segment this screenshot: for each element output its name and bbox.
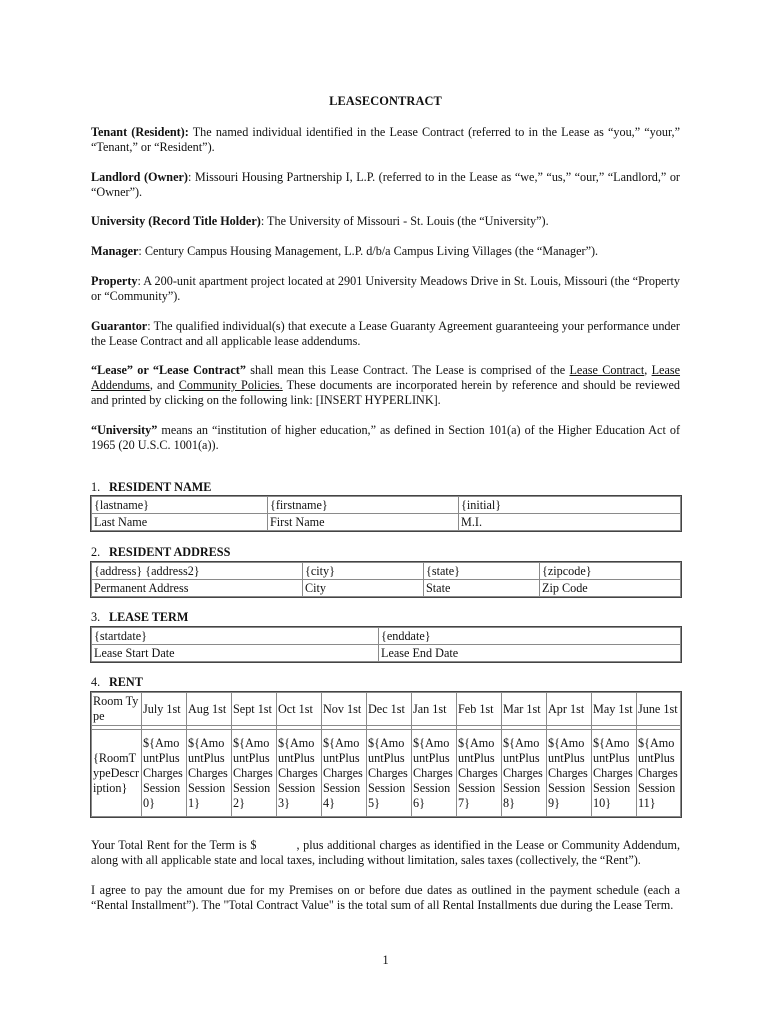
landlord-label: Landlord (Owner) (91, 170, 188, 184)
section-number: 1. (91, 480, 101, 494)
section-rent-heading (91, 675, 143, 690)
rent-schedule-table (91, 692, 681, 817)
zipcode-label: Zip Code (540, 580, 681, 597)
enddate-label: Lease End Date (379, 645, 681, 662)
initial-field[interactable]: {initial} (459, 497, 681, 514)
rent-amount-cell: ${AmountPlusCharges Session7} (457, 730, 502, 817)
startdate-field[interactable]: {startdate} (92, 628, 379, 645)
address-field[interactable]: {address} {address2} (92, 563, 303, 580)
guarantor-definition (91, 319, 680, 349)
rent-header-month: June 1st (637, 693, 681, 726)
manager-definition (91, 244, 680, 259)
section-title: LEASE TERM (109, 610, 189, 624)
resident-address-table (91, 562, 681, 597)
state-field[interactable]: {state} (424, 563, 540, 580)
total-rent-text-1: Your Total Rent for the Term is $ (91, 838, 257, 852)
room-type-description-cell: {RoomTypeDescription} (92, 730, 142, 817)
rent-amount-cell: ${AmountPlusCharges Session11} (637, 730, 681, 817)
section-title: RESIDENT NAME (109, 480, 212, 494)
section-number: 2. (91, 545, 101, 559)
lastname-field[interactable]: {lastname} (92, 497, 268, 514)
property-text: : A 200-unit apartment project located at 2901 University Meadows Drive in St. Louis, Missouri (the “Property or “Community”). (91, 274, 680, 303)
university-term-label: “University” (91, 423, 158, 437)
rent-header-month: Sept 1st (232, 693, 277, 726)
resident-name-table (91, 496, 681, 531)
rent-amount-cell: ${AmountPlusCharges Session1} (187, 730, 232, 817)
state-label: State (424, 580, 540, 597)
lease-text-2: These documents are incorporated herein by reference and should be reviewed and printed by clicking on the following link: [INSERT HYPERLINK]. (91, 378, 681, 407)
rent-amount-cell: ${AmountPlusCharges Session2} (232, 730, 277, 817)
university-text: : The University of Missouri - St. Louis (the “University”). (260, 214, 549, 228)
rent-amount-cell: ${AmountPlusCharges Session5} (367, 730, 412, 817)
landlord-text: : Missouri Housing Partnership I, L.P. (referred to in the Lease as “we,” “us,” “our,” “Landlord,” or “Owner”). (91, 170, 680, 199)
property-definition (91, 274, 680, 304)
lease-term-table (91, 627, 681, 662)
rent-header-month: Mar 1st (502, 693, 547, 726)
rent-header-month: Apr 1st (547, 693, 592, 726)
rent-amount-cell: ${AmountPlusCharges Session6} (412, 730, 457, 817)
payment-agreement-paragraph: I agree to pay the amount due for my Premises on or before due dates as outlined in the payment schedule (each a “Rental Installment”). The "Total Contract Value" is the total sum of all Rental Installments due during the Lease Term. (91, 883, 680, 912)
rent-values-row (92, 730, 681, 817)
city-field[interactable]: {city} (303, 563, 424, 580)
lease-separator-1: , (644, 363, 652, 377)
lease-separator-2: , and (149, 378, 179, 392)
lease-contract-link[interactable]: Lease Contract (569, 363, 645, 377)
zipcode-field[interactable]: {zipcode} (540, 563, 681, 580)
guarantor-text: : The qualified individual(s) that execute a Lease Guaranty Agreement guaranteeing your performance under the Lease Contract and all applicable lease addendums. (91, 319, 680, 348)
tenant-label: Tenant (Resident): (91, 125, 189, 139)
rent-amount-cell: ${AmountPlusCharges Session8} (502, 730, 547, 817)
lastname-label: Last Name (92, 514, 268, 531)
rent-amount-cell: ${AmountPlusCharges Session9} (547, 730, 592, 817)
section-number: 4. (91, 675, 101, 689)
guarantor-label: Guarantor (91, 319, 148, 333)
firstname-label: First Name (268, 514, 459, 531)
lease-label: “Lease” or “Lease Contract” (91, 363, 246, 377)
manager-label: Manager (91, 244, 139, 258)
section-number: 3. (91, 610, 101, 624)
rent-header-month: Oct 1st (277, 693, 322, 726)
section-resident-address-heading (91, 545, 230, 560)
rent-header-month: July 1st (142, 693, 187, 726)
rent-amount-cell: ${AmountPlusCharges Session0} (142, 730, 187, 817)
university-definition (91, 214, 680, 229)
university-term-definition (91, 423, 680, 453)
property-label: Property (91, 274, 138, 288)
tenant-text: The named individual identified in the Lease Contract (referred to in the Lease as “you,” “your,” “Tenant,” or “Resident”). (91, 125, 680, 154)
section-resident-name-heading (91, 480, 211, 495)
city-label: City (303, 580, 424, 597)
section-title: RESIDENT ADDRESS (109, 545, 231, 559)
section-lease-term-heading (91, 610, 188, 625)
landlord-definition (91, 170, 680, 200)
rent-header-row (92, 693, 681, 726)
university-term-text: means an “institution of higher education,” as defined in Section 101(a) of the Higher Education Act of 1965 (20 U.S.C. 1001(a)). (91, 423, 680, 452)
rent-header-month: May 1st (592, 693, 637, 726)
rent-amount-cell: ${AmountPlusCharges Session4} (322, 730, 367, 817)
lease-text-1: shall mean this Lease Contract. The Lease is comprised of the (245, 363, 570, 377)
rent-header-month: Nov 1st (322, 693, 367, 726)
rent-header-month: Jan 1st (412, 693, 457, 726)
university-label: University (Record Title Holder) (91, 214, 261, 228)
manager-text: : Century Campus Housing Management, L.P. d/b/a Campus Living Villages (the “Manager”). (138, 244, 599, 258)
page-number: 1 (382, 953, 389, 967)
rent-header-month: Aug 1st (187, 693, 232, 726)
community-policies-link[interactable]: Community Policies. (178, 378, 283, 392)
lease-addendums-link[interactable]: Lease Addendums (91, 363, 681, 392)
lease-definition (91, 363, 680, 408)
rent-amount-cell: ${AmountPlusCharges Session3} (277, 730, 322, 817)
tenant-definition (91, 125, 680, 155)
startdate-label: Lease Start Date (92, 645, 379, 662)
initial-label: M.I. (459, 514, 681, 531)
rent-header-month: Dec 1st (367, 693, 412, 726)
total-rent-paragraph (91, 838, 680, 868)
document-title: LEASECONTRACT (329, 94, 442, 108)
rent-amount-cell: ${AmountPlusCharges Session10} (592, 730, 637, 817)
firstname-field[interactable]: {firstname} (268, 497, 459, 514)
total-rent-text-2: , plus additional charges as identified in the Lease or Community Addendum, along with all applicable state and local taxes, including without limitation, sales taxes (collectively, the “Rent”). (91, 838, 680, 867)
rent-header-month: Feb 1st (457, 693, 502, 726)
rent-header-room-type: Room Type (92, 693, 142, 726)
enddate-field[interactable]: {enddate} (379, 628, 681, 645)
section-title: RENT (109, 675, 143, 689)
address-label: Permanent Address (92, 580, 303, 597)
